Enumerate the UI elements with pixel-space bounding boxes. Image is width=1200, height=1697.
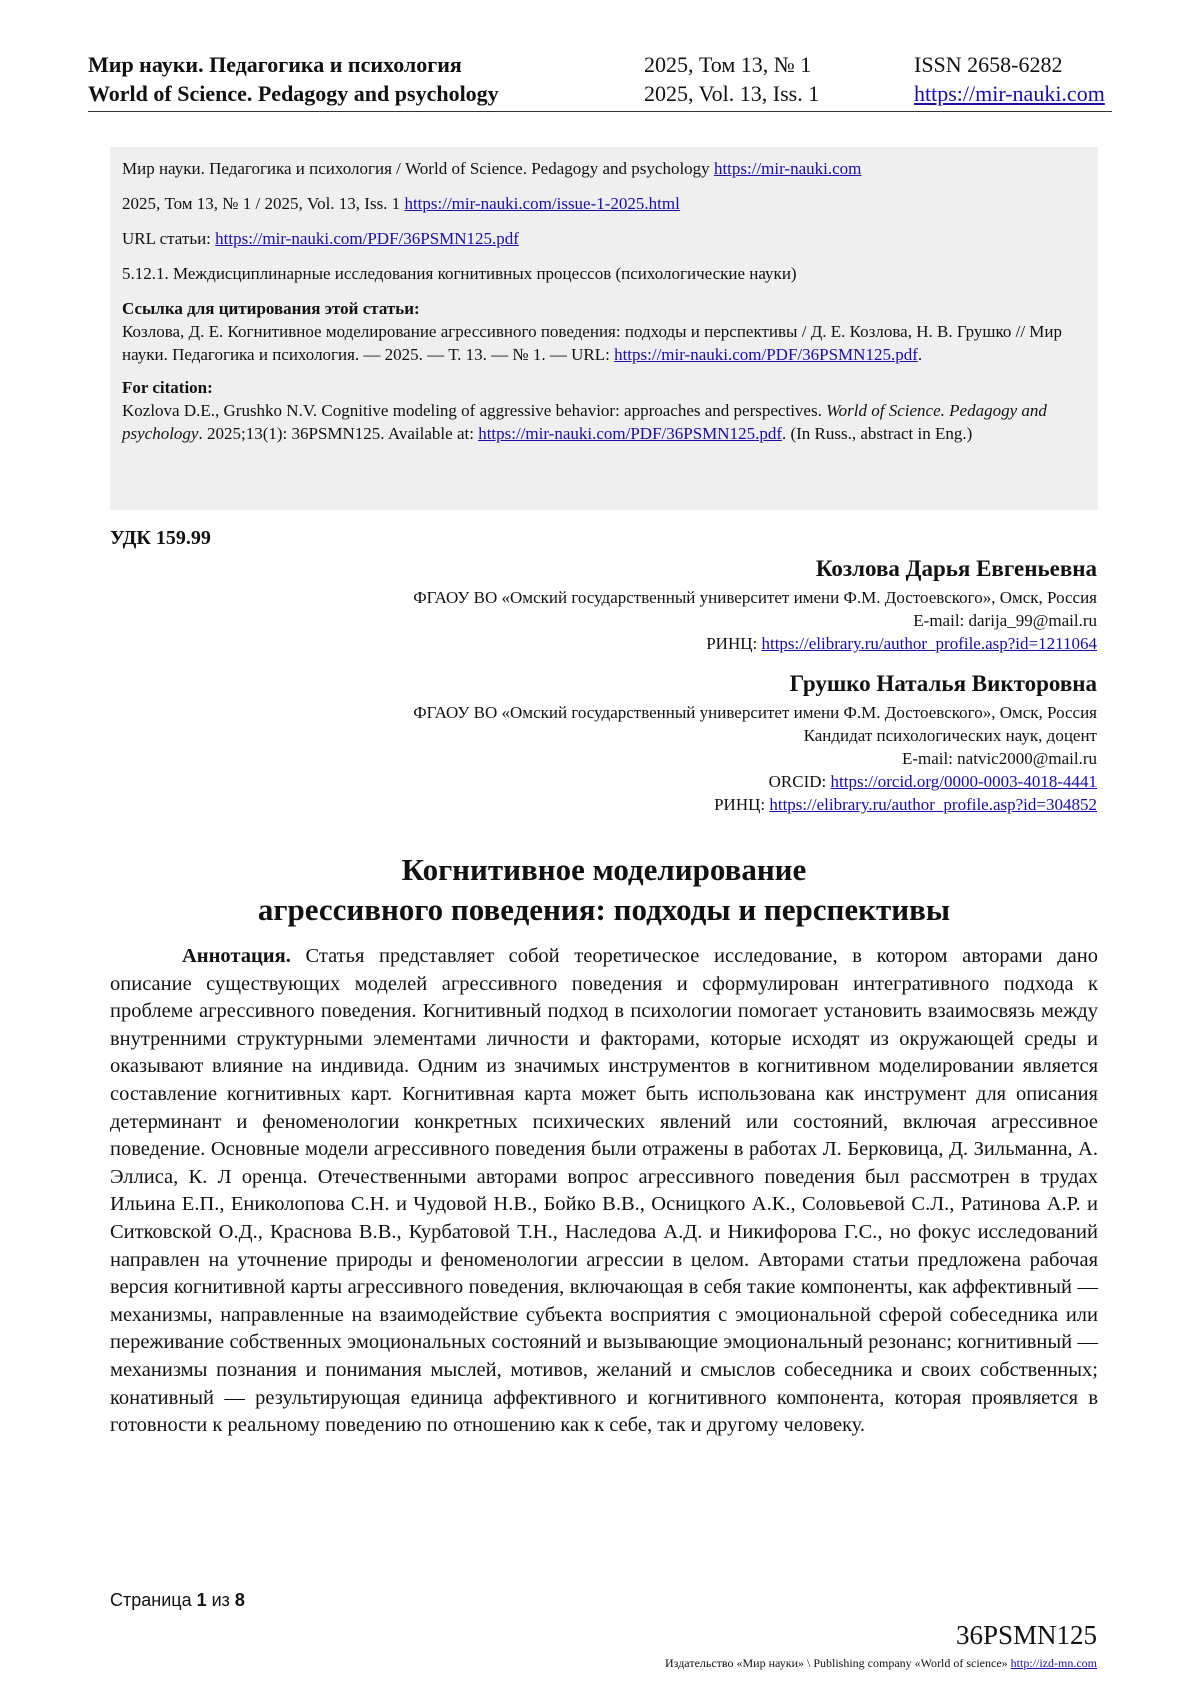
article-title (110, 850, 1098, 930)
article-code: 36PSMN125 (955, 1620, 1097, 1650)
issue-ru: 2025, Том 13, № 1 (644, 52, 812, 77)
citation-ru (122, 297, 1086, 366)
author1-rinc: РИНЦ: https://elibrary.ru/author_profile.asp?id=1211064 (706, 634, 1097, 653)
info-specialty: 5.12.1. Междисциплинарные исследования когнитивных процессов (психологические науки) (122, 264, 797, 283)
author1-rinc-link[interactable]: https://elibrary.ru/author_profile.asp?id=1211064 (761, 634, 1097, 653)
journal-site-link[interactable]: https://mir-nauki.com (914, 81, 1105, 106)
author2-email: E-mail: natvic2000@mail.ru (901, 749, 1097, 768)
article-info-box (110, 147, 1098, 510)
journal-title-en: World of Science. Pedagogy and psychology (88, 81, 499, 106)
abstract-text: Статья представляет собой теоретическое исследование, в котором авторами дано описание существующих моделей агрессивного поведения и сформулирован интегративного подхода к проблеме агрессивного поведения. Когнитивный подход в психологии помогает установить взаимосвязь между внутренними структурными элементами личности и факторами, которые исходят из окружающей среды и оказывают влияние на индивида. Одним из значимых инструментов в когнитивном моделировании является составление когнитивных карт. Когнитивная карта может быть использована как инструмент для описания детерминант и феноменологии конкретных психических явлений или состояний, включая агрессивное поведение. Основные модели агрессивного поведения были отражены в работах Л. Берковица, Д. Зильманна, А. Эллиса, К. Л оренца. Отечественными авторами вопрос агрессивного поведения был рассмотрен в трудах Ильина Е.П., Ениколопова С.Н. и Чудовой Н.В., Бойко В.В., Осницкого А.К., Соловьевой С.Л., Ратинова А.Р. и Ситковской О.Д., Краснова В.В., Курбатовой Т.Н., Наследова А.Д. и Никифорова Г.С., но фокус исследований направлен на уточнение природы и феноменологии агрессии в целом. Авторами статьи предложена рабочая версия когнитивной карты агрессивного поведения, включающая в себя такие компоненты, как аффективный — механизмы, направленные на взаимодействие субъекта восприятия с эмоциональной сферой собеседника или переживание собственных эмоциональных состояний и вызывающие эмоциональный резонанс; когнитивный — механизмы познания и понимания мыслей, мотивов, желаний и смыслов собеседника и своих собственных; конативный — результирующая единица аффективного и когнитивного компонента, которая проявляется в готовности к реальному поведению по отношению как к себе, так и другому человеку. (110, 945, 1098, 1437)
article-title-line1: Когнитивное моделирование (401, 852, 807, 887)
citation-en-heading: For citation: (122, 378, 213, 397)
info-issue: 2025, Том 13, № 1 / 2025, Vol. 13, Iss. 1 https://mir-nauki.com/issue-1-2025.html (122, 194, 680, 213)
info-journal: Мир науки. Педагогика и психология / World of Science. Pedagogy and psychology https://mir-nauki.com (122, 159, 862, 178)
info-article-link[interactable]: https://mir-nauki.com/PDF/36PSMN125.pdf (215, 229, 519, 248)
author2-orcid: ORCID: https://orcid.org/0000-0003-4018-4441 (768, 772, 1097, 791)
citation-en-text: Kozlova D.E., Grushko N.V. Cognitive modeling of aggressive behavior: approaches and perspectives. World of Science. Pedagogy and psychology. 2025;13(1): 36PSMN125. Available at: https://mir-nauki.com/PDF/36PSMN125.pdf. (In Russ., abstract in Eng.) (122, 401, 1047, 443)
author1-affiliation: ФГАОУ ВО «Омский государственный университет имени Ф.М. Достоевского», Омск, Россия (413, 588, 1097, 607)
info-url: URL статьи: https://mir-nauki.com/PDF/36PSMN125.pdf (122, 229, 519, 248)
citation-en-link[interactable]: https://mir-nauki.com/PDF/36PSMN125.pdf (478, 424, 782, 443)
citation-en (122, 376, 1086, 445)
udk-code: УДК 159.99 (110, 527, 211, 549)
abstract (110, 943, 1098, 1440)
author2-degree: Кандидат психологических наук, доцент (803, 726, 1097, 745)
page-header (88, 50, 1112, 110)
article-title-line2: агрессивного поведения: подходы и перспективы (257, 892, 951, 927)
author1-name: Козлова Дарья Евгеньевна (815, 556, 1097, 581)
author2-name: Грушко Наталья Викторовна (789, 671, 1097, 696)
issue-en: 2025, Vol. 13, Iss. 1 (644, 81, 820, 106)
issn-block (914, 50, 1105, 108)
authors-block (197, 552, 1097, 816)
citation-ru-heading: Ссылка для цитирования этой статьи: (122, 299, 420, 318)
issue-info (644, 50, 819, 108)
abstract-lead: Аннотация. (182, 945, 291, 967)
publisher-link[interactable]: http://izd-mn.com (1010, 1656, 1097, 1670)
page-counter: Страница 1 из 8 (110, 1590, 245, 1610)
issn: ISSN 2658-6282 (914, 52, 1063, 77)
author1-email: E-mail: darija_99@mail.ru (913, 611, 1097, 630)
info-issue-link[interactable]: https://mir-nauki.com/issue-1-2025.html (404, 194, 680, 213)
author2-orcid-link[interactable]: https://orcid.org/0000-0003-4018-4441 (830, 772, 1097, 791)
journal-title-ru: Мир науки. Педагогика и психология (88, 52, 462, 77)
author2-affiliation: ФГАОУ ВО «Омский государственный университет имени Ф.М. Достоевского», Омск, Россия (413, 703, 1097, 722)
publisher-line: Издательство «Мир науки» \ Publishing company «World of science» http://izd-mn.com (665, 1656, 1097, 1670)
citation-ru-link[interactable]: https://mir-nauki.com/PDF/36PSMN125.pdf (614, 345, 918, 364)
journal-title (88, 50, 499, 108)
citation-ru-text: Козлова, Д. Е. Когнитивное моделирование агрессивного поведения: подходы и перспективы / Д. Е. Козлова, Н. В. Грушко // Мир науки. Педагогика и психология. — 2025. — Т. 13. — № 1. — URL: https://mir-nauki.com/PDF/36PSMN125.pdf. (122, 322, 1063, 364)
info-journal-link[interactable]: https://mir-nauki.com (713, 159, 862, 178)
author2-rinc-link[interactable]: https://elibrary.ru/author_profile.asp?id=304852 (769, 795, 1097, 814)
header-divider (88, 111, 1112, 112)
author2-rinc: РИНЦ: https://elibrary.ru/author_profile.asp?id=304852 (714, 795, 1097, 814)
